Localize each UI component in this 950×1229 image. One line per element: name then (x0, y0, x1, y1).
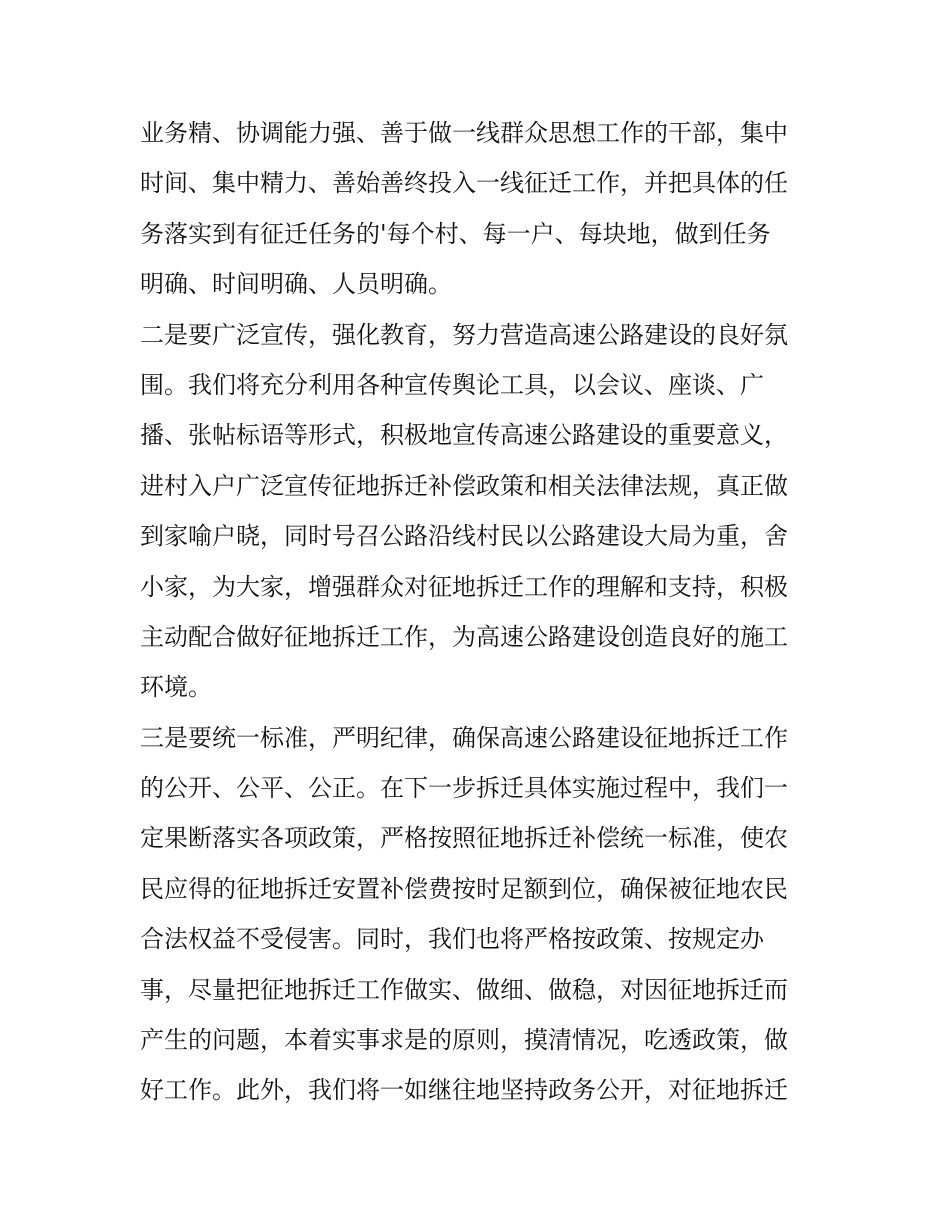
text-line: 到家喻户晓，同时号召公路沿线村民以公路建设大局为重，舍 (140, 522, 788, 551)
text-line: 的公开、公平、公正。在下一步拆迁具体实施过程中，我们一 (140, 774, 788, 803)
text-line: 环境。 (140, 673, 212, 702)
text-line: 务落实到有征迁任务的'每个村、每一户、每块地，做到任务 (140, 219, 771, 248)
text-line: 民应得的征地拆迁安置补偿费按时足额到位，确保被征地农民 (140, 874, 788, 903)
text-line: 小家，为大家，增强群众对征地拆迁工作的理解和支持，积极 (140, 572, 788, 601)
text-line: 时间、集中精力、善始善终投入一线征迁工作，并把具体的任 (140, 169, 788, 198)
text-line: 播、张帖标语等形式，积极地宣传高速公路建设的重要意义， (140, 421, 788, 450)
text-line: 事，尽量把征地拆迁工作做实、做细、做稳，对因征地拆迁而 (140, 975, 788, 1004)
text-line: 主动配合做好征地拆迁工作，为高速公路建设创造良好的施工 (140, 622, 788, 651)
text-line: 定果断落实各项政策，严格按照征地拆迁补偿统一标准，使农 (140, 824, 788, 853)
text-line: 二是要广泛宣传，强化教育，努力营造高速公路建设的良好氛 (140, 320, 788, 349)
body-text (140, 108, 830, 1116)
text-line: 好工作。此外，我们将一如继往地坚持政务公开，对征地拆迁 (140, 1076, 788, 1105)
text-line: 明确、时间明确、人员明确。 (140, 270, 452, 299)
text-line: 进村入户广泛宣传征地拆迁补偿政策和相关法律法规，真正做 (140, 471, 788, 500)
text-line: 围。我们将充分利用各种宣传舆论工具，以会议、座谈、广 (140, 370, 764, 399)
text-line: 三是要统一标准，严明纪律，确保高速公路建设征地拆迁工作 (140, 723, 788, 752)
text-line: 产生的问题，本着实事求是的原则，摸清情况，吃透政策，做 (140, 1026, 788, 1055)
text-line: 业务精、协调能力强、善于做一线群众思想工作的干部，集中 (140, 119, 788, 147)
text-line: 合法权益不受侵害。同时，我们也将严格按政策、按规定办 (140, 925, 764, 954)
